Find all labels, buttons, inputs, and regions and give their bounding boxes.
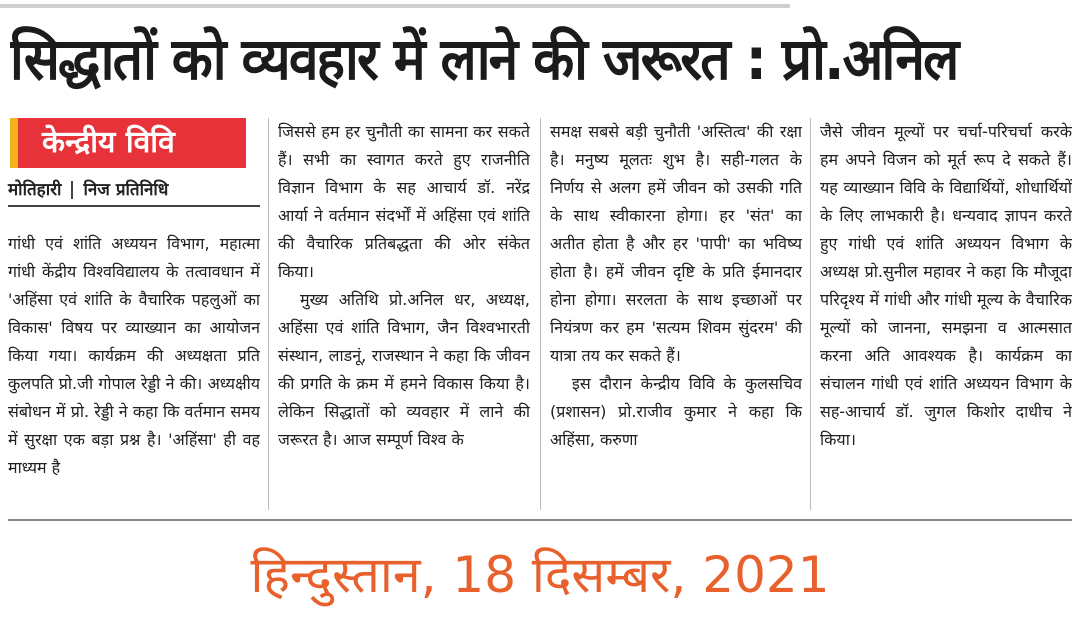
top-rule [0, 4, 790, 8]
dateline-separator [71, 181, 73, 199]
column-divider [540, 118, 541, 510]
bottom-rule [8, 519, 1072, 521]
column-3-paragraph-2: इस दौरान केन्द्रीय विवि के कुलसचिव (प्रशासन) प्रो.राजीव कुमार ने कहा कि अहिंसा, करुणा [550, 374, 802, 449]
section-badge: केन्द्रीय विवि [10, 118, 246, 168]
column-divider [268, 118, 269, 510]
article-column-2 [278, 118, 530, 510]
dateline-byline: निज प्रतिनिधि [83, 180, 169, 200]
article-column-1 [8, 230, 260, 510]
column-3-paragraph-1: समक्ष सबसे बड़ी चुनौती 'अस्तित्व' की रक्षा है। मनुष्य मूलतः शुभ है। सही-गलत के निर्णय से अलग हमें जीवन को उसकी गति के साथ स्वीकारना होगा। हर 'संत' का अतीत होता है और हर 'पापी' का भविष्य होता है। हमें जीवन दृष्टि के प्रति ईमानदार होना होगा। सरलता के साथ इच्छाओं पर नियंत्रण कर हम 'सत्यम शिवम सुंदरम' की यात्रा तय कर सकते हैं। [550, 122, 802, 365]
column-1-paragraph-1: गांधी एवं शांति अध्ययन विभाग, महात्मा गांधी केंद्रीय विश्वविद्यालय के तत्वावधान में 'अहिंसा एवं शांति के वैचारिक पहलुओं का विकास' विषय पर व्याख्यान का आयोजन किया गया। कार्यक्रम की अध्यक्षता प्रति कुलपति प्रो.जी गोपाल रेड्डी ने की। अध्यक्षीय संबोधन में प्रो. रेड्डी ने कहा कि वर्तमान समय में सुरक्षा एक बड़ा प्रश्न है। 'अहिंसा' ही वह माध्यम है [8, 234, 260, 477]
column-4-paragraph-1: जैसे जीवन मूल्यों पर चर्चा-परिचर्चा करके हम अपने विजन को मूर्त रूप दे सकते हैं। यह व्याख्यान विवि के विद्यार्थियों, शोधार्थियों के लिए लाभकारी है। धन्यवाद ज्ञापन करते हुए गांधी एवं शांति अध्ययन विभाग के अध्यक्ष प्रो.सुनील महावर ने कहा कि मौजूदा परिदृश्य में गांधी और गांधी मूल्य के वैचारिक मूल्यों को जानना, समझना व आत्मसात करना अति आवश्यक है। कार्यक्रम का संचालन गांधी एवं शांति अध्ययन विभाग के सह-आचार्य डॉ. जुगल किशोर दाधीच ने किया। [820, 122, 1072, 449]
column-2-paragraph-2: मुख्य अतिथि प्रो.अनिल धर, अध्यक्ष, अहिंसा एवं शांति विभाग, जैन विश्वभारती संस्थान, लाडनूं, राजस्थान ने कहा कि जीवन की प्रगति के क्रम में हमने विकास किया है। लेकिन सिद्धातों को व्यवहार में लाने की जरूरत है। आज सम्पूर्ण विश्व के [278, 290, 530, 449]
article-column-3 [550, 118, 802, 510]
source-caption: हिन्दुस्तान, 18 दिसम्बर, 2021 [250, 546, 830, 604]
dateline [8, 175, 260, 207]
column-2-paragraph-1: जिससे हम हर चुनौती का सामना कर सकते हैं। सभी का स्वागत करते हुए राजनीति विज्ञान विभाग के सह आचार्य डॉ. नरेंद्र आर्या ने वर्तमान संदर्भों में अहिंसा एवं शांति की वैचारिक प्रतिबद्धता की ओर संकेत किया। [278, 122, 530, 281]
column-divider [810, 118, 811, 510]
dateline-place: मोतिहारी [8, 180, 62, 200]
article-column-4 [820, 118, 1072, 510]
headline: सिद्धातों को व्यवहार में लाने की जरूरत : प्रो.अनिल [10, 25, 958, 93]
